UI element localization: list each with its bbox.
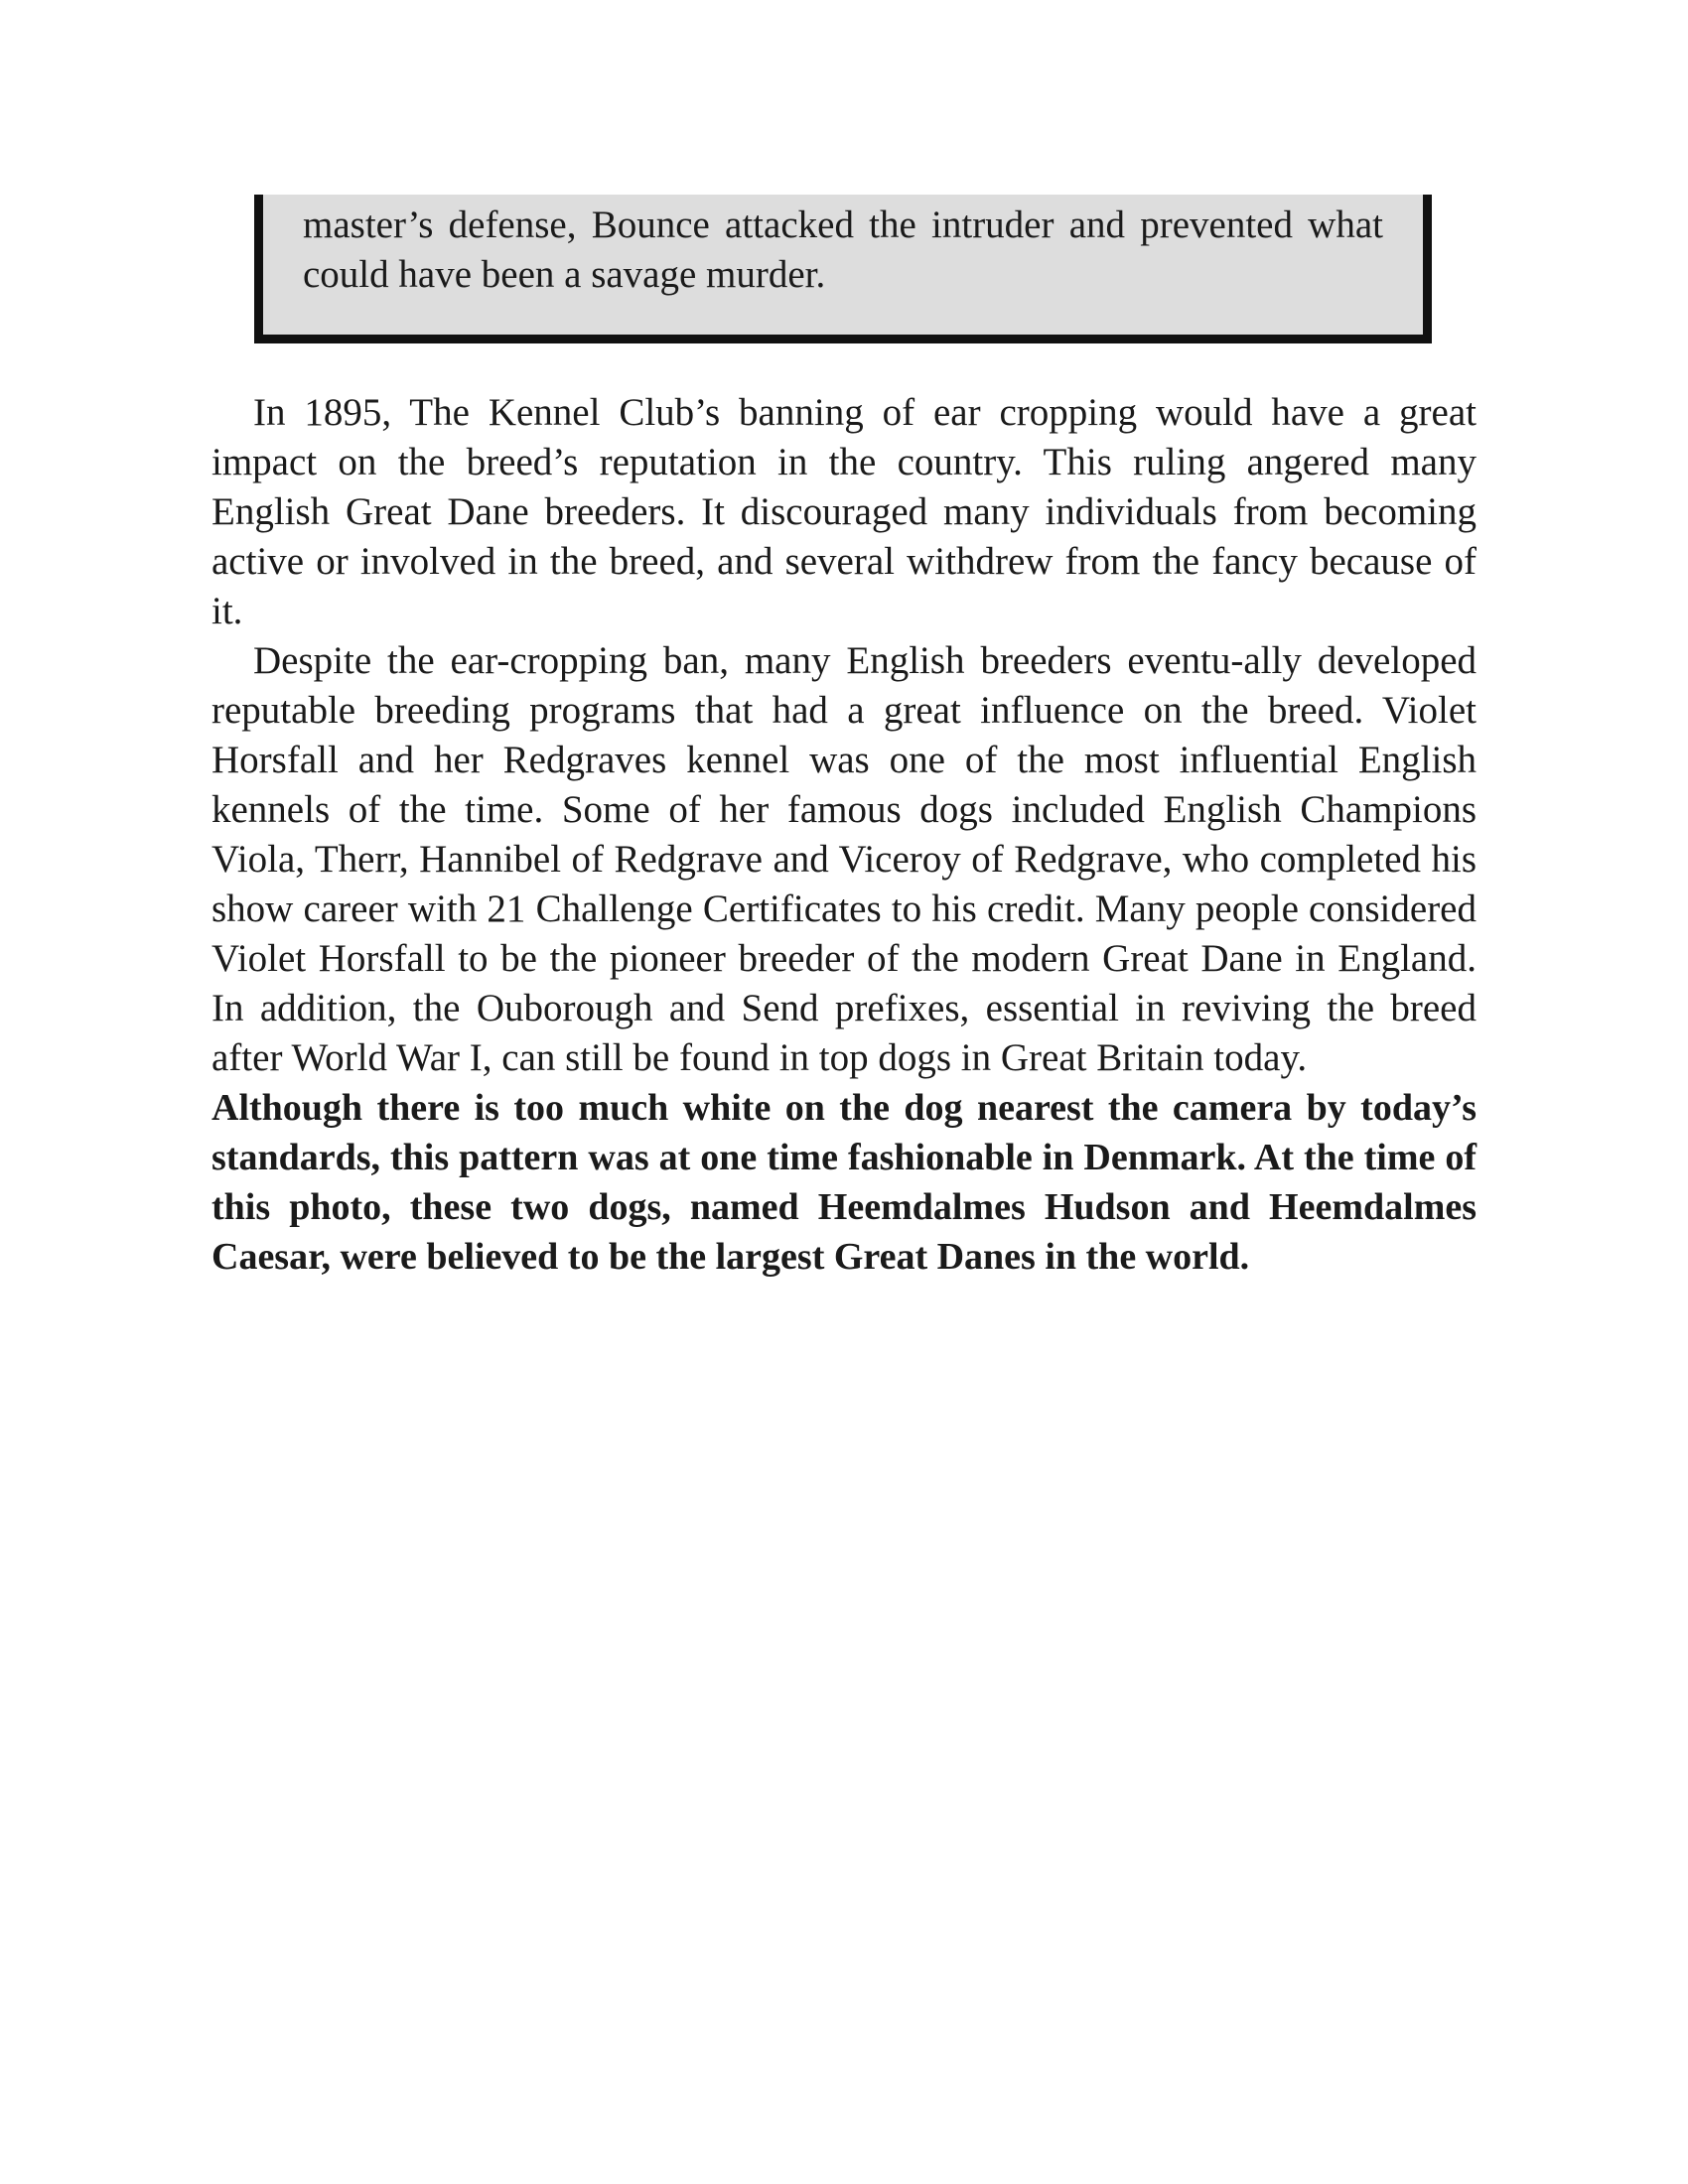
paragraph-english-breeders: Despite the ear-cropping ban, many English breeders eventu-ally developed reputable breeding programs that had a great influence on the breed. Violet Horsfall and her Redgraves kennel was one of the most influential English kennels of the time. Some of her famous dogs included English Champions Viola, Therr, Hannibel of Redgrave and Viceroy of Redgrave, who completed his show career with 21 Challenge Certificates to his credit. Many people considered Violet Horsfall to be the pioneer breeder of the modern Great Dane in England. In addition, the Ouborough and Send prefixes, essential in reviving the breed after World War I, can still be found in top dogs in Great Britain today. — [211, 639, 1477, 1079]
sidebar-box — [254, 195, 1432, 343]
body-text — [211, 388, 1477, 1282]
paragraph-ear-cropping-ban: In 1895, The Kennel Club’s banning of ear cropping would have a great impact on the breed’s reputation in the country. This ruling angered many English Great Dane breeders. It discouraged many individuals from becoming active or involved in the breed, and several withdrew from the fancy because of it. — [211, 391, 1477, 632]
sidebar-text: master’s defense, Bounce attacked the intruder and prevented what could have been a savage murder. — [303, 204, 1383, 296]
photo-caption: Although there is too much white on the dog nearest the camera by today’s standards, this pattern was at one time fashionable in Denmark. At the time of this photo, these two dogs, named Heemdalmes Hudson and Heemdalmes Caesar, were believed to be the largest Great Danes in the world. — [211, 1087, 1477, 1278]
